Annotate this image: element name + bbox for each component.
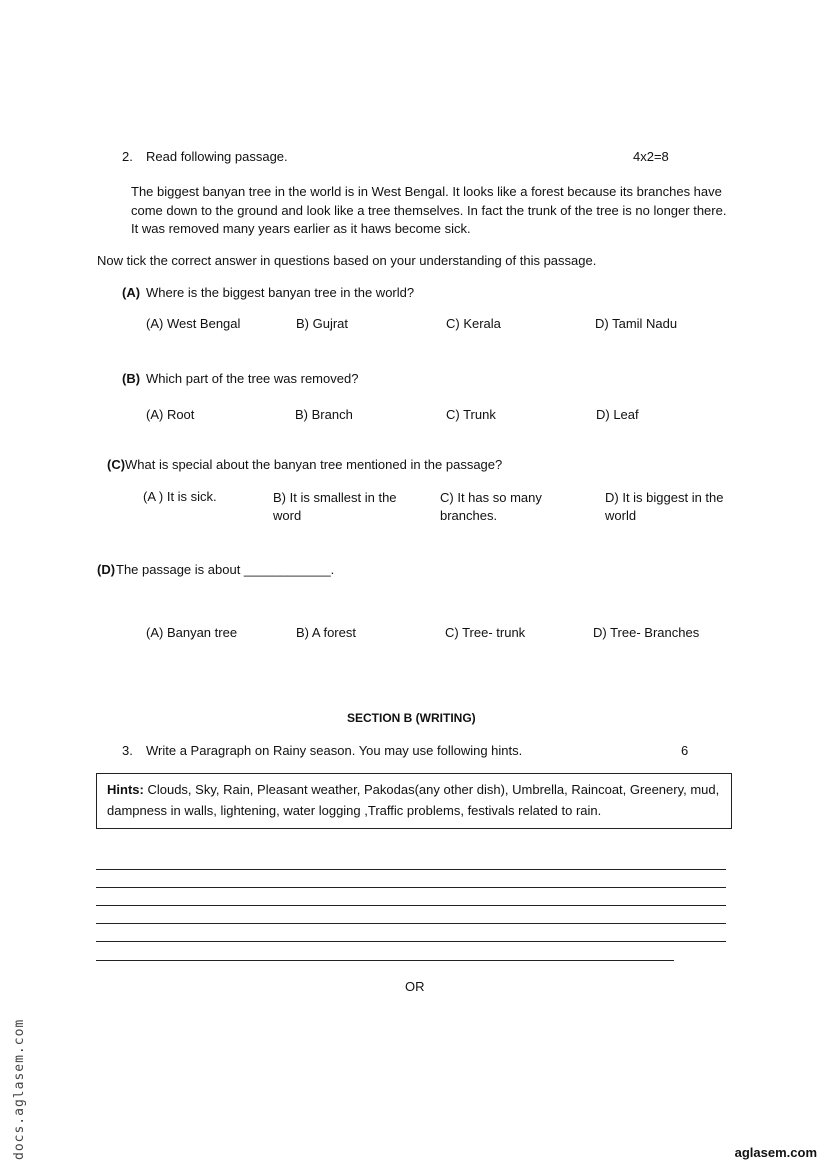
question-b-option-2: B) Branch (295, 407, 353, 422)
answer-line-1 (96, 869, 726, 870)
question-a-option-3: C) Kerala (446, 316, 501, 331)
question-d-option-1: (A) Banyan tree (146, 625, 238, 640)
q2-passage: The biggest banyan tree in the world is in West Bengal. It looks like a forest because its branches have come down to the ground and look like a tree themselves. In fact the trunk of the tree is no longer there. It was removed many years earlier as it haws become sick. (131, 184, 727, 236)
question-b-option-4: D) Leaf (596, 407, 639, 422)
question-b-option-1: (A) Root (146, 407, 195, 422)
question-b-option-3: C) Trunk (446, 407, 496, 422)
question-a-option-2: B) Gujrat (296, 316, 349, 331)
section-b-heading: SECTION B (WRITING) (347, 711, 476, 725)
question-d-option-3: C) Tree- trunk (445, 625, 526, 640)
or-separator: OR (405, 979, 425, 994)
q2-instruction: Now tick the correct answer in questions based on your understanding of this passage. (97, 253, 597, 268)
question-b-text: Which part of the tree was removed? (146, 371, 359, 386)
question-a-label: (A) (122, 285, 141, 300)
hints-box (96, 773, 732, 829)
corner-watermark: aglasem.com (734, 1145, 817, 1160)
question-d-option-2: B) A forest (296, 625, 356, 640)
question-d-text: The passage is about ____________. (116, 562, 335, 577)
question-a-option-1: (A) West Bengal (146, 316, 241, 331)
question-c-option-2: B) It is smallest in the word (273, 490, 397, 523)
question-c-label: (C) (107, 457, 126, 472)
question-d-option-4: D) Tree- Branches (593, 625, 700, 640)
answer-line-3 (96, 905, 726, 906)
question-b-label: (B) (122, 371, 141, 386)
q3-marks: 6 (681, 743, 689, 758)
question-c-text: What is special about the banyan tree mentioned in the passage? (125, 457, 503, 472)
q3-prompt: Write a Paragraph on Rainy season. You may use following hints. (146, 743, 523, 758)
answer-line-6 (96, 960, 674, 961)
q2-prompt: Read following passage. (146, 149, 288, 164)
question-a-text: Where is the biggest banyan tree in the world? (146, 285, 415, 300)
q3-number: 3. (122, 743, 133, 758)
question-d-label: (D) (97, 562, 116, 577)
question-c-option-1: (A ) It is sick. (143, 489, 217, 504)
question-c-option-3: C) It has so many branches. (440, 490, 542, 523)
answer-line-2 (96, 887, 726, 888)
hints-label: Hints: (107, 782, 144, 797)
answer-line-5 (96, 941, 726, 942)
hints-text: Clouds, Sky, Rain, Pleasant weather, Pakodas(any other dish), Umbrella, Raincoat, Greenery, mud, dampness in walls, lightening, water logging ,Traffic problems, festivals related to rain. (107, 782, 720, 818)
answer-line-4 (96, 923, 726, 924)
q2-number: 2. (122, 149, 133, 164)
question-c-option-4: D) It is biggest in the world (605, 490, 724, 523)
side-watermark: docs.aglasem.com (12, 1018, 27, 1160)
question-a-option-4: D) Tamil Nadu (595, 316, 678, 331)
q2-marks: 4x2=8 (633, 149, 669, 164)
